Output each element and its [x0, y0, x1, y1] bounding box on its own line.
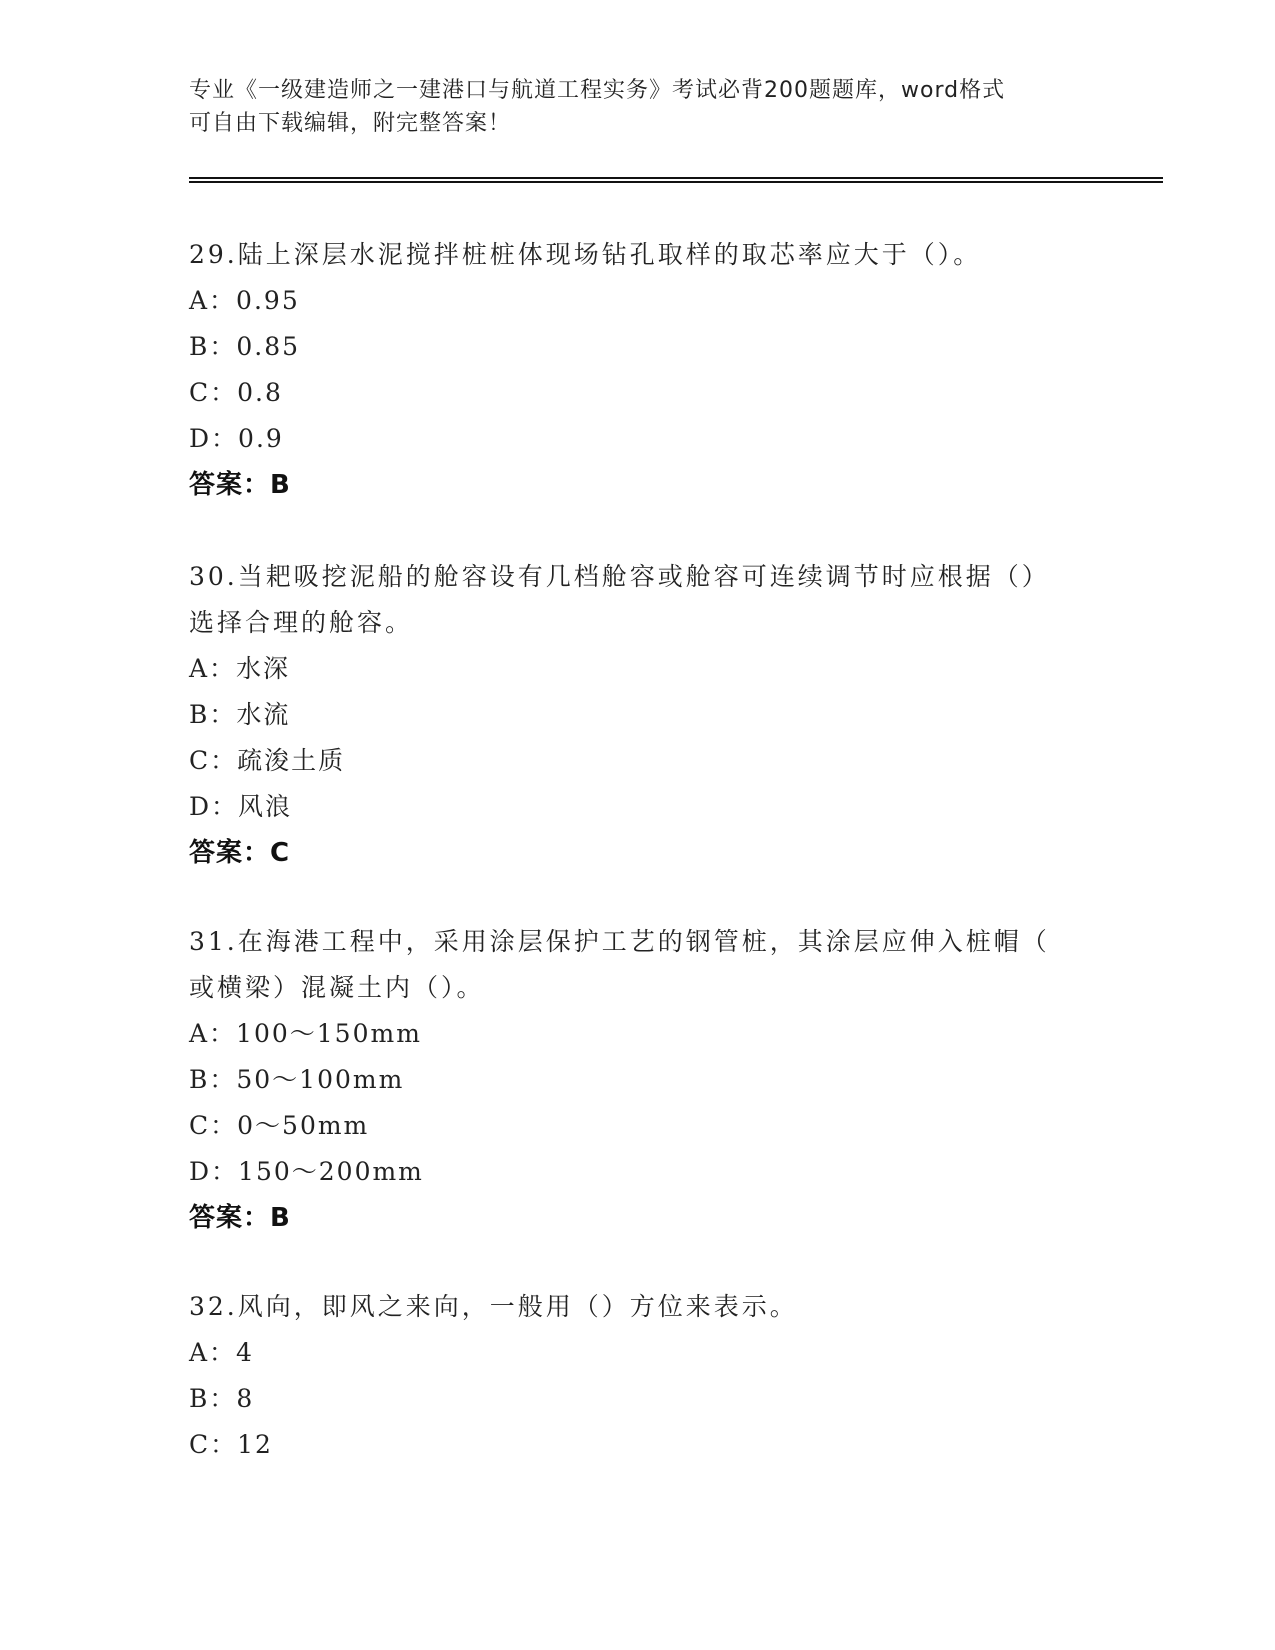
option-a: A：4 — [189, 1338, 254, 1367]
option-c: C：12 — [189, 1430, 273, 1459]
question-stem-cont: 或横梁）混凝土内（）。 — [189, 973, 485, 1002]
question-31 — [189, 919, 1089, 1241]
question-stem-cont: 选择合理的舱容。 — [189, 608, 414, 637]
option-a: A：100～150mm — [189, 1019, 422, 1048]
option-c: C：疏浚土质 — [189, 746, 346, 775]
question-stem: 30.当耙吸挖泥船的舱容设有几档舱容或舱容可连续调节时应根据（） — [189, 562, 1050, 591]
option-b: B：50～100mm — [189, 1065, 405, 1094]
question-stem: 29.陆上深层水泥搅拌桩桩体现场钻孔取样的取芯率应大于（）。 — [189, 240, 982, 269]
question-stem: 32.风向，即风之来向，一般用（）方位来表示。 — [189, 1292, 798, 1321]
option-b: B：水流 — [189, 700, 291, 729]
header-line-2: 可自由下载编辑，附完整答案！ — [189, 111, 512, 136]
answer: 答案：B — [189, 1203, 291, 1233]
question-29 — [189, 232, 1089, 508]
document-header — [189, 74, 1089, 140]
header-rule-top — [189, 177, 1163, 179]
header-line-1: 专业《一级建造师之一建港口与航道工程实务》考试必背200题题库，word格式 — [189, 78, 1006, 103]
question-30 — [189, 554, 1089, 876]
option-b: B：8 — [189, 1384, 255, 1413]
question-32 — [189, 1284, 1089, 1468]
option-d: D：150～200mm — [189, 1157, 424, 1186]
option-c: C：0～50mm — [189, 1111, 370, 1140]
question-stem: 31.在海港工程中，采用涂层保护工艺的钢管桩，其涂层应伸入桩帽（ — [189, 927, 1050, 956]
option-b: B：0.85 — [189, 332, 301, 361]
header-rule-bottom — [189, 181, 1163, 183]
option-a: A：0.95 — [189, 286, 300, 315]
option-c: C：0.8 — [189, 378, 283, 407]
answer: 答案：B — [189, 470, 291, 500]
answer: 答案：C — [189, 838, 291, 868]
option-d: D：风浪 — [189, 792, 293, 821]
option-a: A：水深 — [189, 654, 291, 683]
option-d: D：0.9 — [189, 424, 284, 453]
